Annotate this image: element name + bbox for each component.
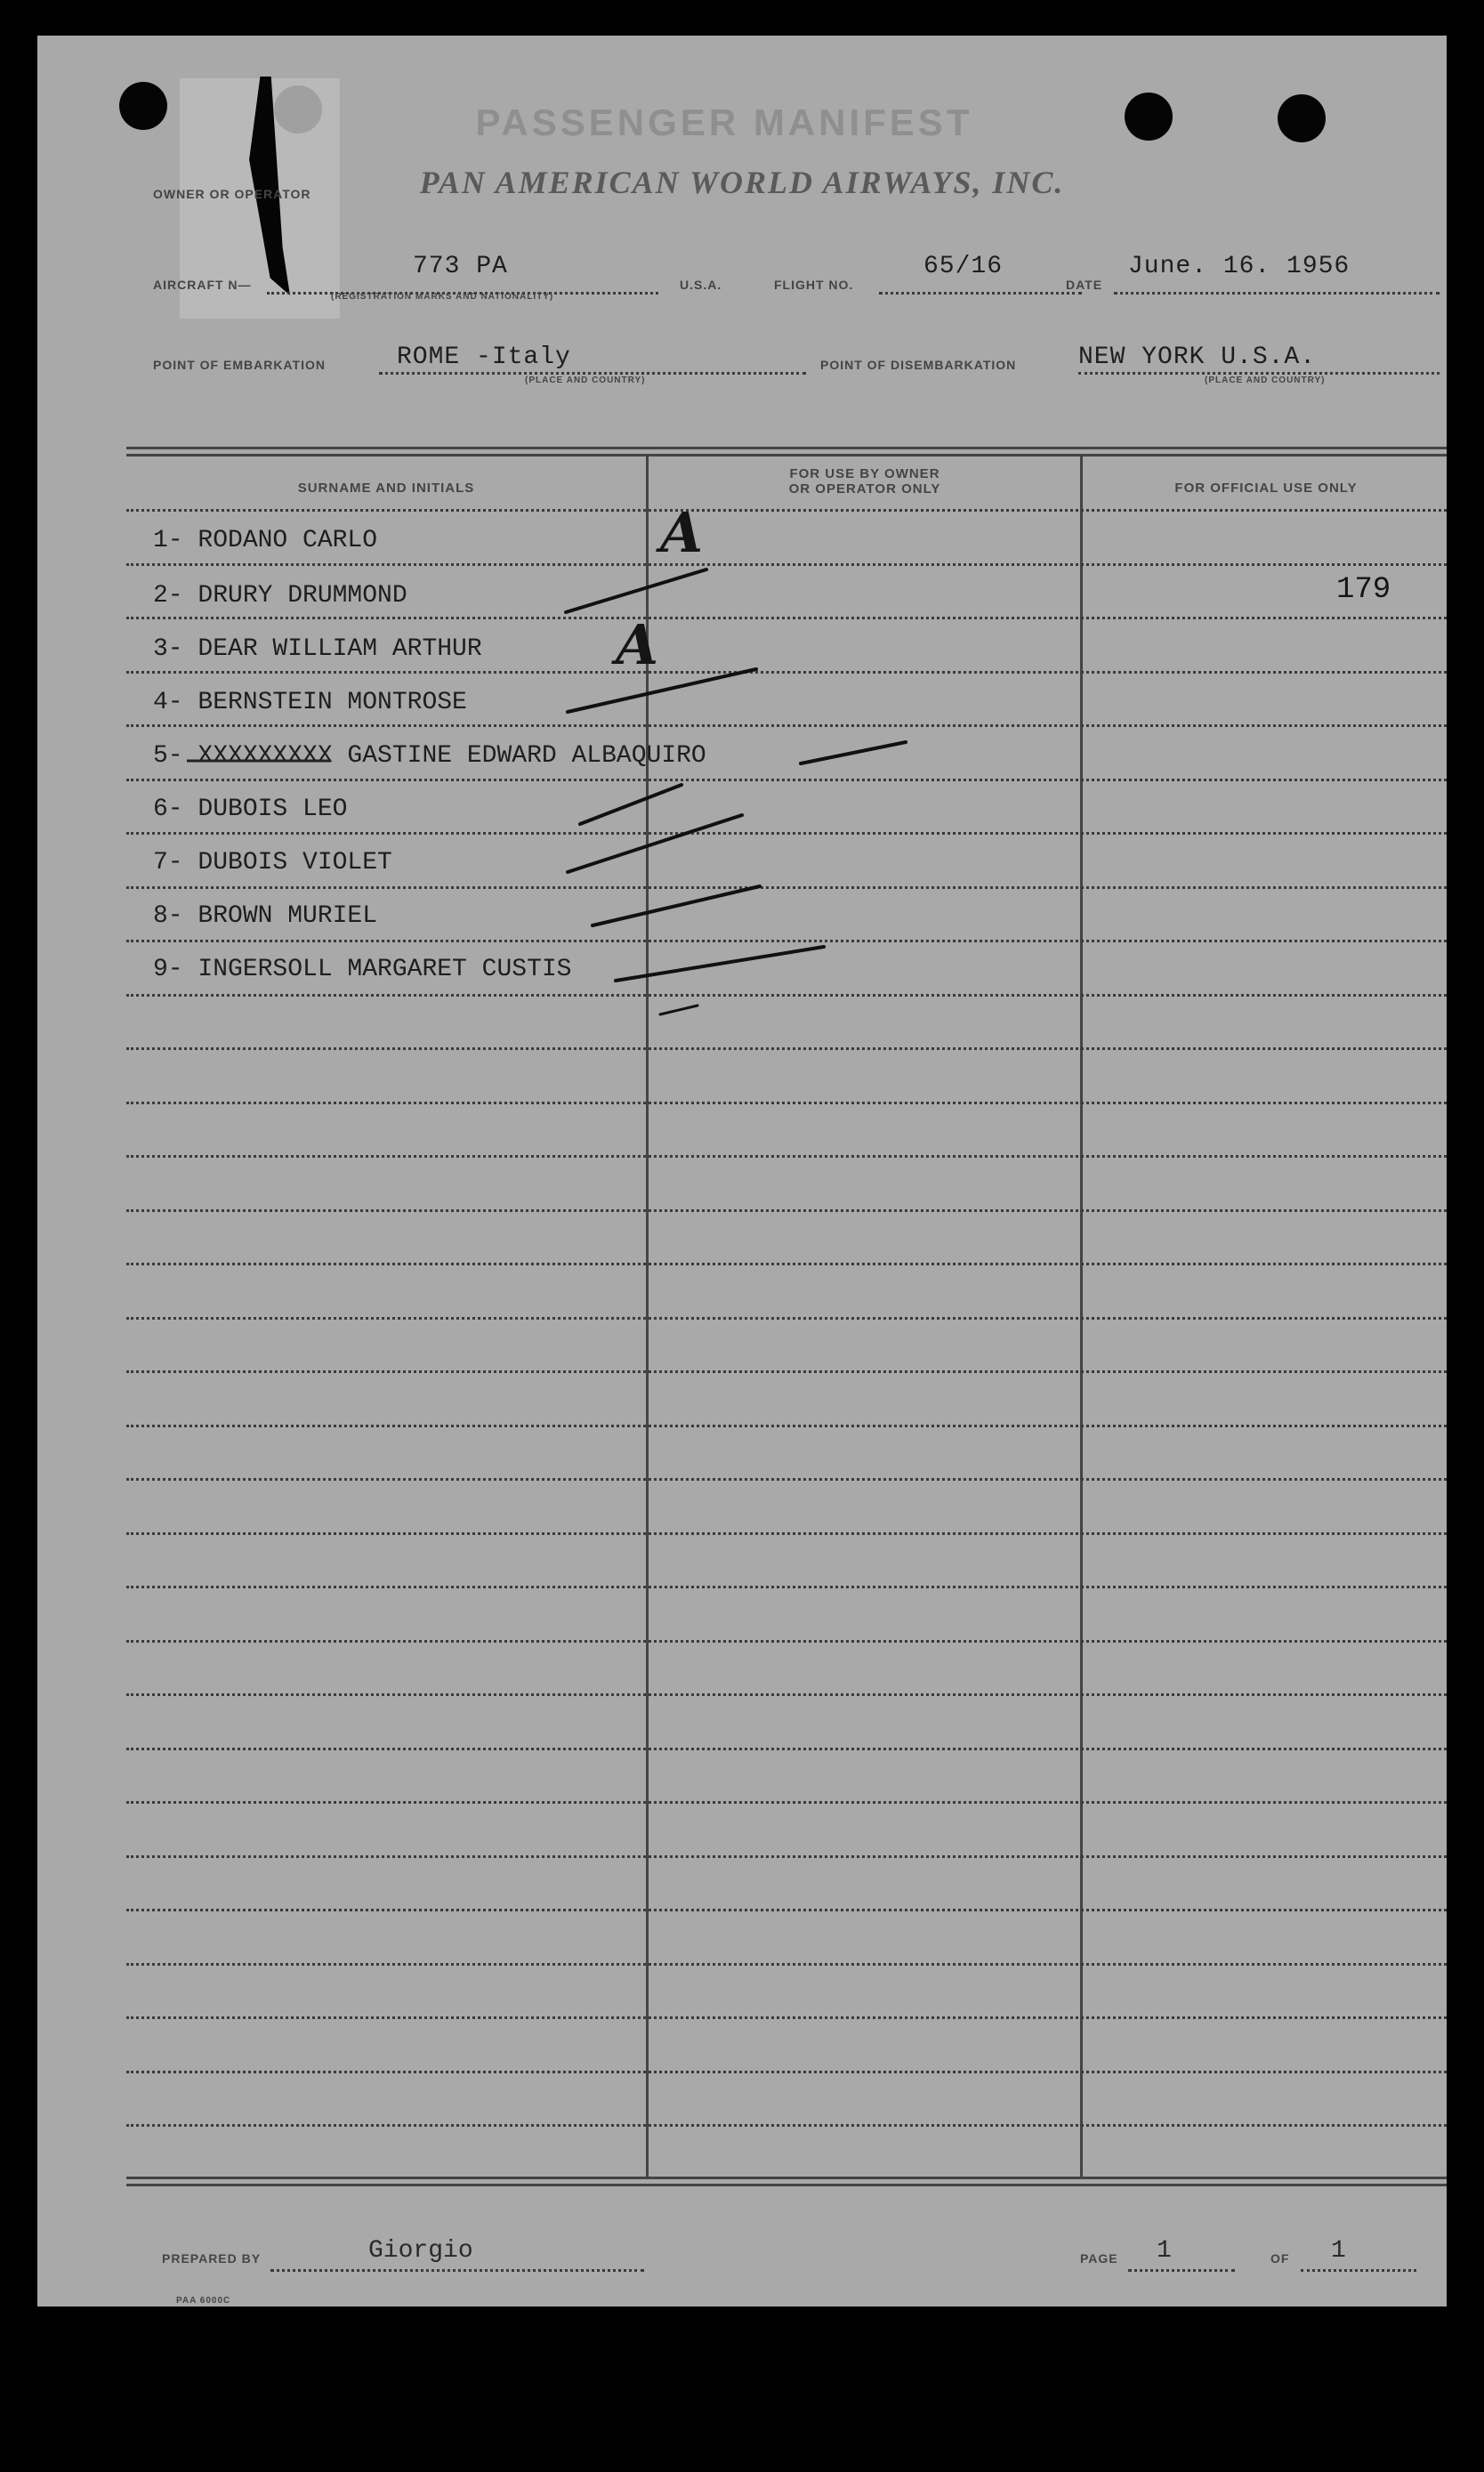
row-rule [126,1748,1447,1750]
page-total: 1 [1331,2237,1346,2265]
passenger-entry: 9- INGERSOLL MARGARET CUSTIS [153,956,572,983]
table-top-rule [126,454,1447,456]
passenger-entry: 6- DUBOIS LEO [153,796,348,823]
row-rule [126,1640,1447,1643]
row-rule [126,1370,1447,1373]
date-field-line [1114,292,1440,295]
flight-field-line [879,292,1082,295]
row-rule [126,1047,1447,1050]
prepared-by-label: PREPARED BY [162,2251,262,2266]
embarkation-label: POINT OF EMBARKATION [153,358,326,372]
row-rule [126,1532,1447,1535]
page-number: 1 [1157,2237,1172,2265]
row-rule [126,940,1447,942]
row-rule [126,1102,1447,1104]
row-rule [126,1209,1447,1212]
passenger-entry: 1- RODANO CARLO [153,527,378,554]
flight-date: June. 16. 1956 [1128,253,1351,280]
place-label: (PLACE AND COUNTRY) [1205,376,1326,385]
of-line [1301,2269,1416,2272]
company-name: PAN AMERICAN WORLD AIRWAYS, INC. [419,165,1065,200]
row-rule [126,1586,1447,1588]
page-label: PAGE [1080,2251,1118,2266]
prepared-by-line [270,2269,644,2272]
usa-label: U.S.A. [680,278,722,292]
aircraft-number: 773 PA [413,253,508,280]
row-rule [126,1693,1447,1696]
aircraft-label: AIRCRAFT N— [153,278,252,292]
form-code: PAA 6000C [176,2296,231,2306]
disembarkation-place: NEW YORK U.S.A. [1078,343,1317,371]
table-bottom-rule [126,2184,1447,2186]
flight-label: FLIGHT NO. [774,278,854,292]
column-header-official: FOR OFFICIAL USE ONLY [1174,481,1358,496]
row-rule [126,832,1447,835]
disembarkation-field-line [1078,372,1440,375]
row-rule [126,1317,1447,1320]
owner-label: OWNER OR OPERATOR [153,187,311,201]
column-header-owner-line: FOR USE BY OWNER [789,466,940,481]
row-rule [126,617,1447,619]
row-rule [126,1909,1447,1911]
handwritten-mark: A [616,612,659,677]
row-rule [126,2071,1447,2073]
embarkation-field-line [379,372,806,375]
prepared-by-value: Giorgio [368,2237,473,2265]
of-label: OF [1270,2251,1290,2266]
form-title: PASSENGER MANIFEST [475,101,973,143]
handwritten-mark: A [660,500,704,565]
page-line [1128,2269,1235,2272]
column-header-owner [651,466,1078,497]
passenger-entry: 8- BROWN MURIEL [153,902,378,930]
embarkation-place: ROME -Italy [397,343,571,371]
place-label: (PLACE AND COUNTRY) [525,376,646,385]
row-rule [126,994,1447,997]
column-header-owner-line: OR OPERATOR ONLY [788,481,941,497]
row-rule [126,2124,1447,2127]
row-rule [126,1801,1447,1804]
row-rule [126,563,1447,566]
date-label: DATE [1066,278,1103,292]
table-top-rule [126,447,1447,449]
registration-label: (REGISTRATION MARKS AND NATIONALITY) [331,292,554,302]
passenger-entry: 2- DRURY DRUMMOND [153,582,407,610]
row-rule [126,1478,1447,1481]
disembarkation-label: POINT OF DISEMBARKATION [820,358,1017,372]
row-rule [126,2016,1447,2019]
row-rule [126,1855,1447,1858]
passenger-entry: 3- DEAR WILLIAM ARTHUR [153,635,482,663]
manifest-sheet [37,36,1447,2306]
row-rule [126,779,1447,781]
flight-number: 65/16 [923,253,1004,280]
passenger-entry: 7- DUBOIS VIOLET [153,849,392,877]
row-rule [126,1425,1447,1427]
passenger-entry: 5- XXXXXXXXX GASTINE EDWARD ALBAQUIRO [153,742,706,770]
row-rule [126,1963,1447,1966]
row-rule [126,509,1447,512]
row-rule [126,1155,1447,1158]
official-number: 179 [1336,573,1391,607]
column-header-names: SURNAME AND INITIALS [297,481,475,496]
row-rule [126,886,1447,889]
row-rule [126,671,1447,674]
row-rule [126,1263,1447,1265]
row-rule [126,724,1447,727]
table-bottom-rule [126,2177,1447,2179]
passenger-entry: 4- BERNSTEIN MONTROSE [153,689,467,716]
